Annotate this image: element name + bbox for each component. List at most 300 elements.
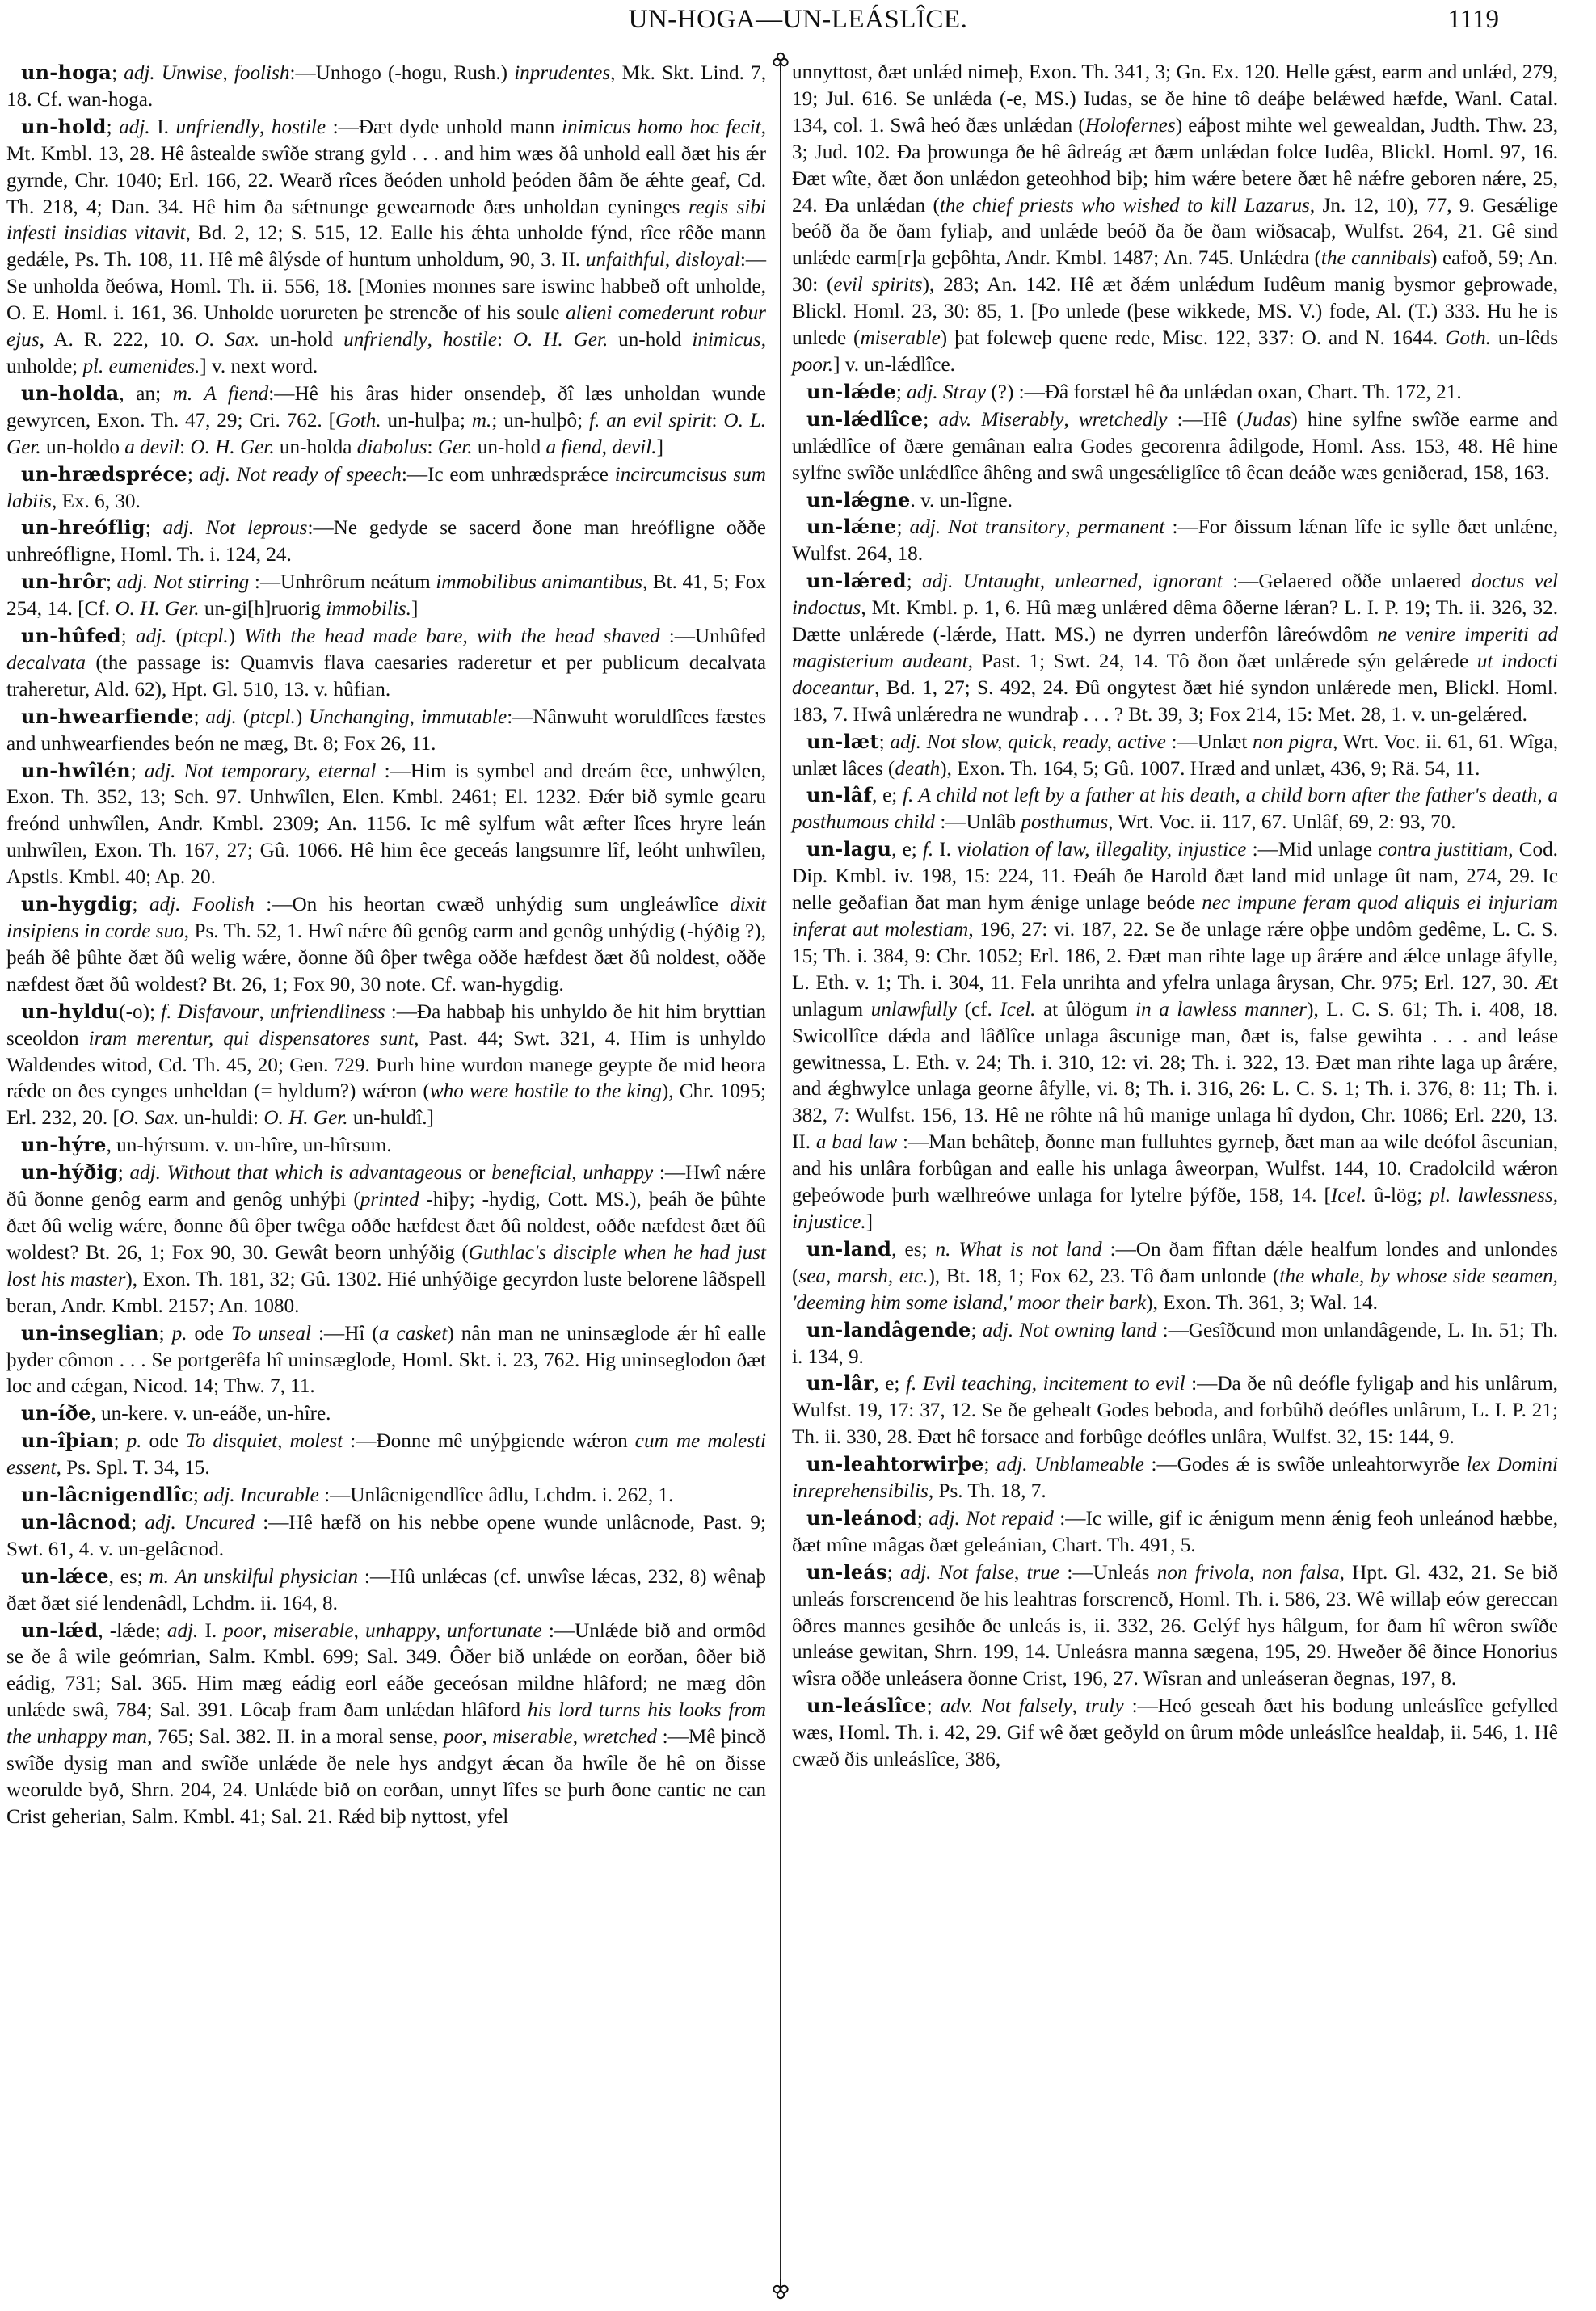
dictionary-entry (6, 1618, 766, 1831)
italic-text: doctus vel indoctus (792, 570, 1559, 620)
dictionary-entry (792, 406, 1558, 487)
italic-text: decalvata (6, 651, 86, 674)
entry-text: ] (411, 598, 419, 621)
entry-text: :—Hwî nǽre ðû ðonne genôg earm and genôg unhýþi ( (6, 1162, 767, 1211)
entry-text: un-gi[h]ruorig (199, 598, 326, 621)
entry-text: :—Ðæt dyde unhold mann (326, 116, 562, 138)
entry-text: , Wrt. Voc. ii. 61, 61. Wîga, unlæt lâces ( (792, 730, 1558, 780)
italic-text: who were hostile to the king (429, 1080, 662, 1103)
entry-text: :—Ic wille, gif ic ǽnigum menn ǽnig feoh unleánod hæbbe, ðæt mîne mâgas ðæt geleánian, Chart. Th. 491, 5. (792, 1507, 1559, 1556)
entry-text: :—Ða habbaþ his unhyldo ðe hit him bryttian sceoldon (6, 1000, 766, 1050)
italic-text: devil. (612, 436, 657, 458)
italic-text: dixit insipiens in corde suo (6, 894, 766, 942)
entry-text: , Ex. 6, 30. (51, 490, 141, 512)
dictionary-entry (6, 60, 766, 114)
entry-text: , (572, 1726, 583, 1749)
entry-text: :—Hê hæfð on his nebbe opene wunde unlâcnode, Past. 9; Swt. 61, 4. v. un-gelâcnod. (6, 1511, 766, 1560)
italic-text: f. Disfavour (161, 1000, 259, 1023)
entry-text: , (353, 1619, 365, 1642)
italic-text: hostile (271, 116, 326, 138)
italic-text: f. (922, 839, 934, 861)
italic-text: ut indocti doceantur (792, 650, 1559, 699)
entry-text: , 765; Sal. 382. II. in a moral sense, (147, 1726, 444, 1749)
italic-text: a bad law (815, 1131, 898, 1154)
italic-text: wretched (583, 1726, 658, 1749)
headword: un-lǽdlîce (806, 406, 924, 431)
headword: un-lâcnod (21, 1509, 132, 1534)
entry-text: ; (106, 116, 120, 138)
italic-text: miserable (273, 1619, 354, 1642)
italic-text: truly (1085, 1695, 1124, 1718)
italic-text: the whale, by whose side seamen, 'deeming him some island,' moor their bark (792, 1265, 1558, 1314)
entry-text: ; (896, 516, 910, 539)
entry-text: û-lög; (1366, 1185, 1430, 1207)
headword: un-læt (806, 729, 879, 753)
entry-text: , 196, 27: vi. 187, 22. Se ðe unlage rǽre oþþe undôm gedême, L. C. S. 15; Th. i. 384, 9: Chr. 1052; Erl. 186, 2. Ðæt man rihte lage up ârǽre and ǽlce unlage âfylle, L. Eth. v. 1; Th. i. 304, 11. Fela unrihta and yfelra unlaga ârysan, Chr. 975; Erl. 127, 30. Æt unlagum (792, 919, 1558, 1021)
dictionary-entry (6, 891, 766, 999)
entry-text: , Bt. 41, 5; Fox 254, 14. [Cf. (6, 571, 766, 621)
entry-text: ; (192, 1484, 204, 1507)
italic-text: non pigra (1253, 730, 1333, 753)
entry-text: ] (656, 436, 663, 458)
dictionary-entry (6, 623, 766, 704)
entry-text: ; (926, 1695, 941, 1718)
dictionary-entry (6, 1509, 766, 1564)
entry-text: , (664, 249, 676, 272)
entry-text: or (461, 1162, 492, 1185)
entry-text: :—Hî ( (311, 1322, 379, 1345)
italic-text: p. (126, 1430, 142, 1453)
entry-text: ; (878, 730, 891, 753)
headword: un-îþian (21, 1429, 114, 1453)
dictionary-entry (792, 1505, 1558, 1560)
dictionary-entry (792, 836, 1558, 1236)
italic-text: O. Sax. (119, 1107, 179, 1130)
dictionary-entry (6, 758, 766, 892)
italic-text: unfriendly (175, 116, 260, 138)
italic-text: molest (289, 1430, 343, 1453)
dictionary-entry (6, 1400, 766, 1428)
italic-text: To disquiet (185, 1430, 278, 1453)
italic-text: Goth. (335, 409, 381, 431)
headword: un-lâr (806, 1371, 874, 1395)
headword: un-hrædspréce (21, 461, 187, 486)
italic-text: iram merentur, qui dispensatores sunt (88, 1027, 415, 1050)
entry-text: ] (865, 1210, 874, 1233)
dictionary-entry (6, 704, 766, 758)
page-number: 1119 (1447, 5, 1499, 34)
italic-text: Goth. (1445, 327, 1491, 350)
italic-text: unhappy (583, 1162, 654, 1185)
italic-text: adj. Not leprous (162, 517, 308, 540)
dictionary-entry (792, 1693, 1558, 1774)
dictionary-entry (6, 1482, 766, 1509)
italic-text: unfriendly (343, 329, 427, 351)
entry-text: :—Ic eom unhrædsprǽce (401, 463, 615, 486)
entry-text: :—Hê his âras hider onsendeþ, ðî læs unholdan wunde gewyrcen, Exon. Th. 47, 29; Cri. 762. [ (6, 382, 766, 431)
entry-text: , Past. 1; Swt. 24, 14. Tô ðon ðæt unlǽrede sýn gelǽrede (967, 650, 1477, 672)
entry-text: . v. un-lîgne. (910, 489, 1013, 511)
headword: un-inseglian (21, 1320, 159, 1345)
left-column (6, 60, 766, 1831)
entry-text: , e; (872, 785, 903, 807)
italic-text: adj. Uncured (145, 1511, 255, 1534)
dictionary-entry (6, 999, 766, 1133)
italic-text: wretchedly (1078, 408, 1168, 431)
entry-text: ; (983, 1454, 997, 1476)
italic-text: unhappy (365, 1619, 436, 1642)
headword: un-lǽde (806, 379, 896, 403)
headword: un-lǽne (806, 515, 897, 539)
italic-text: regis sibi infesti insidias vitavit (6, 196, 766, 245)
italic-text: m. A fiend (172, 382, 269, 405)
headword: un-leás (806, 1560, 887, 1584)
italic-text: a casket (378, 1322, 448, 1345)
italic-text: adj. (205, 705, 237, 728)
entry-text: :—Gesîðcund mon unlandâgende, L. In. 51; Th. i. 134, 9. (792, 1319, 1559, 1368)
entry-text: ; (916, 1507, 929, 1530)
dictionary-entry (792, 514, 1558, 568)
entry-text: :—Ðonne mê unýþgiende wǽron (343, 1430, 635, 1453)
dictionary-entry (792, 1317, 1558, 1371)
entry-text: , unholde; (6, 329, 766, 377)
entry-text: unnyttost, ðæt unlǽd nimeþ, Exon. Th. 341, 3; Gn. Ex. 120. Helle gǽst, earm and unlǽd, 279, 19; Jul. 616. Se unlǽda (-e, MS.) Iudas, se ðe hine tô deáþe belǽwed hæfde, Wanl. Catal. 134, col. 1. Swâ heó ðæs unlǽdan ( (792, 61, 1558, 137)
entry-text: (?) :—Ðâ forstæl hê ða unlǽdan oxan, Chart. Th. 172, 21. (986, 381, 1462, 403)
entry-text: ; (120, 625, 136, 648)
entry-text: ; (112, 62, 124, 84)
entry-text: , Mt. Kmbl. 13, 28. Hê âstealde swîðe strang gyld . . . and him wæs ðâ unhold eall ðæt his ǽr gyrnde, Chr. 1040; Erl. 166, 22. Wearð rîces ðeóden unhold þeóden ðâm ðe ǽhte geaf, Cd. Th. 218, 4; Dan. 34. Hê him ða sǽtnunge gewearnode ðæs unholdan cyninges (6, 116, 767, 218)
entry-text: :—Godes ǽ is swîðe unleahtorwyrðe (1143, 1454, 1467, 1476)
italic-text: a devil (124, 436, 180, 458)
entry-text: , (427, 329, 443, 351)
entry-text: un-hold (608, 329, 693, 351)
italic-text: unfriendliness (269, 1000, 385, 1023)
italic-text: beneficial (491, 1162, 572, 1185)
headword: un-hygdig (21, 892, 133, 916)
headword: un-lǽce (21, 1564, 109, 1588)
dictionary-entry (792, 1560, 1558, 1694)
entry-text: un-huldi: (179, 1107, 264, 1130)
headword: un-leahtorwirþe (806, 1452, 984, 1476)
italic-text: printed (360, 1189, 419, 1211)
italic-text: adj. (119, 116, 150, 138)
entry-text: :—Nânwuht woruldlîces fæstes and unhwearfiendes beón ne mæg, Bt. 8; Fox 26, 11. (6, 705, 766, 755)
italic-text: m. (471, 409, 492, 431)
entry-text: ; (971, 1319, 983, 1341)
italic-text: ptcpl. (250, 705, 296, 728)
entry-text: :—Unlæt (1165, 730, 1253, 753)
italic-text: contra justitiam (1378, 839, 1509, 861)
entry-text: , e; (874, 1373, 906, 1395)
headword: un-holda (21, 381, 120, 405)
italic-text: adj. (135, 625, 167, 648)
italic-text: ptcpl. (182, 625, 229, 648)
entry-text: , (259, 1000, 270, 1023)
italic-text: unlearned (1055, 570, 1138, 593)
entry-text: ] v. next word. (200, 355, 318, 377)
italic-text: miserable (492, 1726, 573, 1749)
italic-text: his lord turns his looks from the unhappy man (6, 1699, 766, 1749)
italic-text: adj. Without that which is advantageous (129, 1162, 462, 1185)
entry-text: :—Mê þincð swîðe dysig man and swîðe unlǽde ðe nele hys andgyt ǽcan ða hwîle ðe hê on ðisse weorulde byð, Shrn. 204, 24. Unlǽde bið on eorðan, unnyt lîfes se þurh ðone cantic ne can Crist geherian, Salm. Kmbl. 41; Sal. 21. Rǽd biþ nyttost, yfel (6, 1726, 766, 1828)
italic-text: inprudentes (514, 62, 611, 84)
entry-text: : (496, 329, 513, 351)
entry-continuation (792, 60, 1558, 379)
entry-text: , es; (108, 1565, 149, 1588)
entry-text: :—Unlâcnigendlîce âdlu, Lchdm. i. 262, 1. (318, 1484, 674, 1507)
italic-text: pl. eumenides. (82, 355, 200, 377)
headword: un-hûfed (21, 624, 121, 648)
italic-text: cum me molesti essent (6, 1430, 767, 1480)
entry-text: ), Exon. Th. 361, 3; Wal. 14. (1146, 1291, 1378, 1314)
italic-text: f. an evil spirit (588, 409, 712, 431)
entry-text: , e; (891, 839, 923, 861)
italic-text: diabolus (356, 436, 427, 458)
entry-text: :—Him is symbel and dreám êce, unhwýlen, Exon. Th. 352, 13; Sch. 97. Unhwîlen, Elen. Kmbl. 2461; El. 1232. Ðǽr bið symle gearu freónd unhwîlen, Andr. Kmbl. 2309; An. 1156. Ic mê sylfum wât æfter lîces hryre leán unhwîlen, Exon. Th. 167, 27; Gû. 1066. Hê him êce geceás langsumre lîf, leóht unhwîlen, Apstls. Kmbl. 40; Ap. 20. (6, 760, 766, 889)
entry-text: ), 283; An. 142. Hê æt ðǽm unlǽdum Iudêum manig bysmor geþrowade, Blickl. Homl. 23, 30: 85, 1. [Þo unlede (þese wikkede, MS. V.) fode, Al. (T.) 333. Hu he is unlede ( (792, 274, 1558, 350)
trefoil-ornament-icon (770, 52, 791, 73)
italic-text: adj. Incurable (204, 1484, 319, 1507)
entry-text: ( (166, 625, 183, 648)
entry-text: , (1063, 408, 1079, 431)
headword: un-hrôr (21, 570, 107, 594)
italic-text: inimicus (692, 329, 761, 351)
italic-text: adj. Not slow, quick, ready, active (890, 730, 1166, 753)
entry-text: :—Unlâb (935, 811, 1021, 834)
entry-text: ; (106, 571, 117, 594)
entry-text: ; (130, 760, 145, 782)
dictionary-entry (6, 381, 766, 461)
entry-text: ), L. C. S. 61; Th. i. 408, 18. Swicollîce dǽda and lâðlîce unlaga âscunige man, ðæt is, false gewihta . . . and leáse gewitnessa, L. Eth. v. 24; Th. i. 310, 12: vi. 28; Th. i. 322, 13. Ðæt man rihte laga up ârǽre, and ǽghwylce unlaga georne âfylle, vi. 8; Th. i. 316, 26: L. C. S. 1; Th. i. 376, 8: 11; Th. i. 382, 7: Wulfst. 156, 13. Hê ne rôhte nâ hû manige unlaga hî dydon, Chr. 1086; Erl. 220, 13. II. (792, 998, 1558, 1154)
entry-text: , (1137, 570, 1153, 593)
entry-text: ) nân man ne uninsæglode ǽr hî ealle þyder cômon . . . Se portgerêfa hî uninsæglode, Homl. Skt. i. 23, 762. Hig uninseglodon ðæt loc and cǽgan, Nicod. 14; Thw. 7, 11. (6, 1322, 767, 1398)
italic-text: Unchanging (309, 705, 410, 728)
italic-text: lex Domini inreprehensibilis (792, 1454, 1559, 1503)
italic-text: evil spirits (833, 274, 923, 297)
italic-text: adj. Not owning land (982, 1319, 1157, 1341)
entry-text: ; un-hulþô; (491, 409, 589, 431)
entry-text: , (1013, 1561, 1027, 1584)
italic-text: incircumcisus sum labiis (6, 463, 766, 512)
entry-text: ; (117, 1162, 130, 1185)
entry-text: , Mt. Kmbl. p. 1, 6. Hû mæg unlǽred dêma ôðerne lǽran? L. I. P. 19; Th. ii. 326, 32. Ðætte unlǽrede (-lǽrde, Hatt. MS.) ne dyrren underfôn lâreówdôm (792, 597, 1558, 646)
entry-text: , Cod. Dip. Kmbl. iv. 198, 15: 224, 11. Ðeáh ðe Harold ðæt land mid unlage ût nam, 274, 29. Ic nelle geðafian ðat man hym ǽnige unlage beóde (792, 839, 1558, 915)
dictionary-entry (6, 569, 766, 623)
entry-text: , an; (119, 382, 173, 405)
dictionary-entry (6, 1428, 766, 1482)
dictionary-entry (792, 379, 1558, 406)
dictionary-entry (792, 1370, 1558, 1451)
entry-text: ), Chr. 1095; Erl. 232, 20. [ (6, 1080, 766, 1130)
italic-text: the chief priests who wished to kill Lazarus (939, 194, 1310, 217)
entry-text: ) eafoð, 59; An. 30: ( (792, 247, 1558, 297)
entry-text: , (409, 705, 421, 728)
column-divider-rule (780, 71, 781, 2289)
entry-text: , (259, 116, 272, 138)
headword: un-lâf (806, 783, 873, 807)
entry-text: :—Unhûfed (659, 625, 767, 648)
italic-text: poor. (792, 353, 834, 376)
entry-text: :—Unlǽde bið and ormôd se ðe â wile geómrian, Salm. Kmbl. 699; Sal. 349. Ôðer bið unlǽde on eorðan, ôðer bið eádig, 731; Sal. 365. Him mæg eádig eorl eáðe geceósan mildne hlâford; ne mæg dôn unlǽde swâ, 784; Sal. 391. Lôcaþ fram ðam unlǽdan hlâford (6, 1619, 766, 1722)
entry-text: , (261, 1619, 274, 1642)
italic-text: hostile (442, 329, 497, 351)
italic-text: Icel. (1330, 1185, 1366, 1207)
entry-text: (-o); (119, 1000, 162, 1023)
italic-text: death (895, 757, 941, 780)
entry-text: ; (131, 1511, 145, 1534)
entry-text: ; (187, 463, 200, 486)
dictionary-entry (792, 729, 1558, 783)
headword: un-hýre (21, 1133, 107, 1157)
entry-text: ) þat foleweþ quene rede, Misc. 122, 337: O. and N. 1644. (940, 327, 1446, 350)
headword: un-hreóflig (21, 516, 145, 540)
entry-text: :—Se unholda ðeówa, Homl. Th. ii. 556, 18. [Monies monnes sare iswinc habbeð oft unholde, O. E. Homl. i. 161, 36. Unholde uorureten þe strencðe of his soule (6, 249, 767, 325)
entry-text: ; (145, 517, 163, 540)
italic-text: adv. Not falsely (940, 1695, 1072, 1718)
entry-text: : (711, 409, 724, 431)
entry-text: , (482, 1726, 493, 1749)
dictionary-entry (6, 1132, 766, 1160)
entry-text: :—For ðissum lǽnan lîfe ic sylle ðæt unlǽne, Wulfst. 264, 18. (792, 516, 1559, 566)
entry-text: :—Man behâteþ, ðonne man fulluhtes gyrneþ, ðæt man aa wile deófol âscunian, and his unlâra forbûgan and ealle his unlaga âweorpan, Wulfst. 144, 10. Cradolcild wǽron geþeówode þurh wælhreówe unlaga for lytelre þýfðe, 158, 14. [ (792, 1131, 1559, 1207)
italic-text: poor (443, 1726, 482, 1749)
entry-text: :—Gelaered oððe unlaered (1222, 570, 1472, 593)
italic-text: p. (171, 1322, 187, 1345)
entry-text: at ûlögum (1035, 998, 1136, 1021)
italic-text: With the head made bare, with the head shaved (244, 625, 660, 648)
italic-text: miserable (860, 327, 941, 350)
entry-text: ; (193, 705, 206, 728)
entry-text: ( (236, 705, 251, 728)
italic-text: adj. Not repaid (929, 1507, 1054, 1530)
italic-text: Ger. (437, 436, 473, 458)
entry-text: , es; (891, 1238, 936, 1261)
dictionary-entry (792, 1451, 1558, 1505)
entry-text: ) (228, 625, 245, 648)
entry-text: un-holda (274, 436, 357, 458)
italic-text: adj. Foolish (149, 894, 255, 916)
italic-text: adj. Unwise, foolish (124, 62, 290, 84)
entry-text: un-hold (472, 436, 546, 458)
headword: un-hold (21, 114, 107, 138)
running-title: UN-HOGA—UN-LEÁSLÎCE. (628, 5, 968, 34)
entry-text: , (435, 1619, 448, 1642)
entry-text: , Ps. Spl. T. 34, 15. (56, 1457, 210, 1480)
italic-text: O. H. Ger. (190, 436, 275, 458)
italic-text: violation of law, illegality, injustice (957, 839, 1247, 861)
entry-text: , un-hýrsum. v. un-hîre, un-hîrsum. (106, 1134, 392, 1157)
italic-text: Holofernes (1084, 114, 1176, 137)
italic-text: in a lawless manner (1135, 998, 1308, 1021)
entry-text: ; (895, 381, 907, 403)
entry-text: ), Bt. 18, 1; Fox 62, 23. Tô ðam unlonde ( (928, 1265, 1280, 1287)
italic-text: ignorant (1152, 570, 1223, 593)
entry-text: , un-kere. v. un-eáðe, un-hîre. (91, 1403, 331, 1425)
running-head (0, 3, 1596, 39)
italic-text: O. Sax. (194, 329, 260, 351)
entry-text: , (571, 1162, 583, 1185)
entry-text: , (1072, 1695, 1085, 1718)
entry-text: , Ps. Th. 52, 1. Hwî nǽre ðû genôg earm and genôg unhýdig (-hýðig ?), þeáh ðê þûhte ðæt ðû welig wǽre, ðonne ðû ôþer twêga oððe hæfdest ðæt ðû noldest, oððe næfdest ðæt ðû woldest? Bt. 26, 1; Fox 90, 30 note. Cf. wan-hygdig. (6, 920, 766, 996)
entry-text: :—On ðam fîftan dǽle healfum londes and unlondes ( (792, 1238, 1558, 1287)
headword: un-hoga (21, 61, 112, 84)
italic-text: adj. Not transitory (909, 516, 1066, 539)
entry-text: ; (113, 1430, 127, 1453)
headword: un-lǽd (21, 1618, 99, 1642)
headword: un-leánod (806, 1505, 917, 1530)
entry-text: I. (198, 1619, 224, 1642)
italic-text: adj. Not temporary, eternal (144, 760, 377, 782)
italic-text: To unseal (230, 1322, 312, 1345)
italic-text: f. A child not left by a father at his death, a child born after the father's death, a posthumous child (792, 785, 1558, 834)
entry-text: ] v. un-lǽdlîce. (833, 353, 955, 376)
dictionary-entry (6, 1160, 766, 1320)
italic-text: adj. Not false (899, 1561, 1014, 1584)
entry-text: :—Unhrôrum neátum (249, 571, 436, 594)
entry-text: un-holdo (40, 436, 125, 458)
italic-text: poor (223, 1619, 262, 1642)
entry-text: , Hpt. Gl. 432, 21. Se bið unleás forscrencend ðe his leahtras forscrencð, Homl. Th. i. 586, 23. Wê willaþ eów gereccan ôðres mannes gesihðe ðe unleás is, ii. 332, 26. Gelýf hys hâlgum, for ðam hî wêron swîðe unleáse gewitan, Shrn. 199, 14. Unleásra manna sægena, 195, 29. Hweðer ðê ðince Honorius wîsra oððe unleásera ðonne Crist, 196, 27. Wîsran and unleáseran ðegnas, 197, 8. (792, 1561, 1559, 1690)
entry-text: ; (906, 570, 922, 593)
italic-text: adj. (166, 1619, 199, 1642)
italic-text: Icel. (1000, 998, 1036, 1021)
right-column (792, 60, 1558, 1774)
entry-text: , (277, 1430, 290, 1453)
entry-text: :—Mid unlage (1246, 839, 1379, 861)
entry-text: (cf. (957, 998, 1000, 1021)
headword: un-hwearfiende (21, 704, 194, 728)
italic-text: adj. Stray (907, 381, 987, 403)
entry-text: un-hold (259, 329, 344, 351)
entry-text: :—Unhogo (-hogu, Rush.) (289, 62, 515, 84)
italic-text: pl. lawlessness, injustice. (792, 1185, 1558, 1233)
italic-text: unfortunate (447, 1619, 542, 1642)
italic-text: the cannibals (1320, 247, 1431, 270)
entry-text: un-huldî.] (347, 1107, 434, 1130)
dictionary-entry (6, 114, 766, 381)
italic-text: non frivola, non falsa (1156, 1561, 1340, 1584)
italic-text: inimicus homo hoc fecit (562, 116, 761, 138)
italic-text: immobilis. (326, 598, 411, 621)
entry-text: ), Exon. Th. 164, 5; Gû. 1007. Hræd and unlæt, 436, 9; Rä. 54, 11. (940, 757, 1480, 780)
headword: un-lǽgne (806, 487, 911, 511)
italic-text: immobilibus animantibus (436, 571, 642, 594)
italic-text: adj. Not stirring (116, 571, 250, 594)
entry-text: un-lêds (1490, 327, 1558, 350)
entry-text: :—Hê ( (1167, 408, 1244, 431)
italic-text: O. H. Ger. (263, 1107, 348, 1130)
italic-text: unfaithful (585, 249, 665, 272)
headword: un-leáslîce (806, 1694, 927, 1718)
entry-text: : (427, 436, 438, 458)
entry-text: , (1039, 570, 1055, 593)
italic-text: O. L. Ger. (6, 409, 767, 458)
italic-text: true (1026, 1561, 1060, 1584)
headword: un-lǽred (806, 569, 907, 593)
italic-text: alieni comederunt robur ejus (6, 302, 766, 351)
entry-text: ; (923, 408, 939, 431)
italic-text: permanent (1077, 516, 1165, 539)
italic-text: a fiend (545, 436, 602, 458)
entry-text: , Bd. 1, 27; S. 492, 24. Ðû ongytest ðæt hié syndon unlǽrede men, Blickl. Homl. 183, 7. Hwâ unlǽredra ne wundraþ . . . ? Bt. 39, 3; Fox 214, 15: Met. 28, 1. v. un-gelǽred. (792, 676, 1558, 726)
entry-text: ) eáþost mihte wel gewealdan, Judth. Thw. 23, 3; Jud. 102. Ða þrowunga ðe hê âdreág æt ðæm unlǽdan folce Iudêa, Blickl. Homl. 97, 16. Ðæt wîte, ðæt ðon unlǽdon geteohhod biþ; him wǽre betere ðæt hê nǽfre geboren nǽre, 25, 24. Ða unlǽdan ( (792, 114, 1558, 217)
headword: un-landâgende (806, 1317, 971, 1341)
entry-text: , Mk. Skt. Lind. 7, 18. Cf. wan-hoga. (6, 62, 766, 111)
dictionary-entry (792, 782, 1558, 836)
italic-text: n. What is not land (935, 1238, 1102, 1261)
entry-text: , Bd. 2, 12; S. 515, 12. Ealle his ǽhta unholde fýnd, rîce rêðe mann gedǽle, Ps. Th. 108, 11. Hê mê âlýsde of huntum unholdum, 90, 3. II. (6, 222, 767, 272)
entry-text: , Jn. 12, 10), 77, 9. Gesǽlige beóð ða ðe ðam fyliaþ, and unlǽde beóð ða ðe ðam wiðsacaþ, Wulfst. 264, 21. Gê sind unlǽde earm[r]a geþôhta, Andr. Kmbl. 1487; An. 745. Unlǽdra ( (792, 194, 1559, 270)
